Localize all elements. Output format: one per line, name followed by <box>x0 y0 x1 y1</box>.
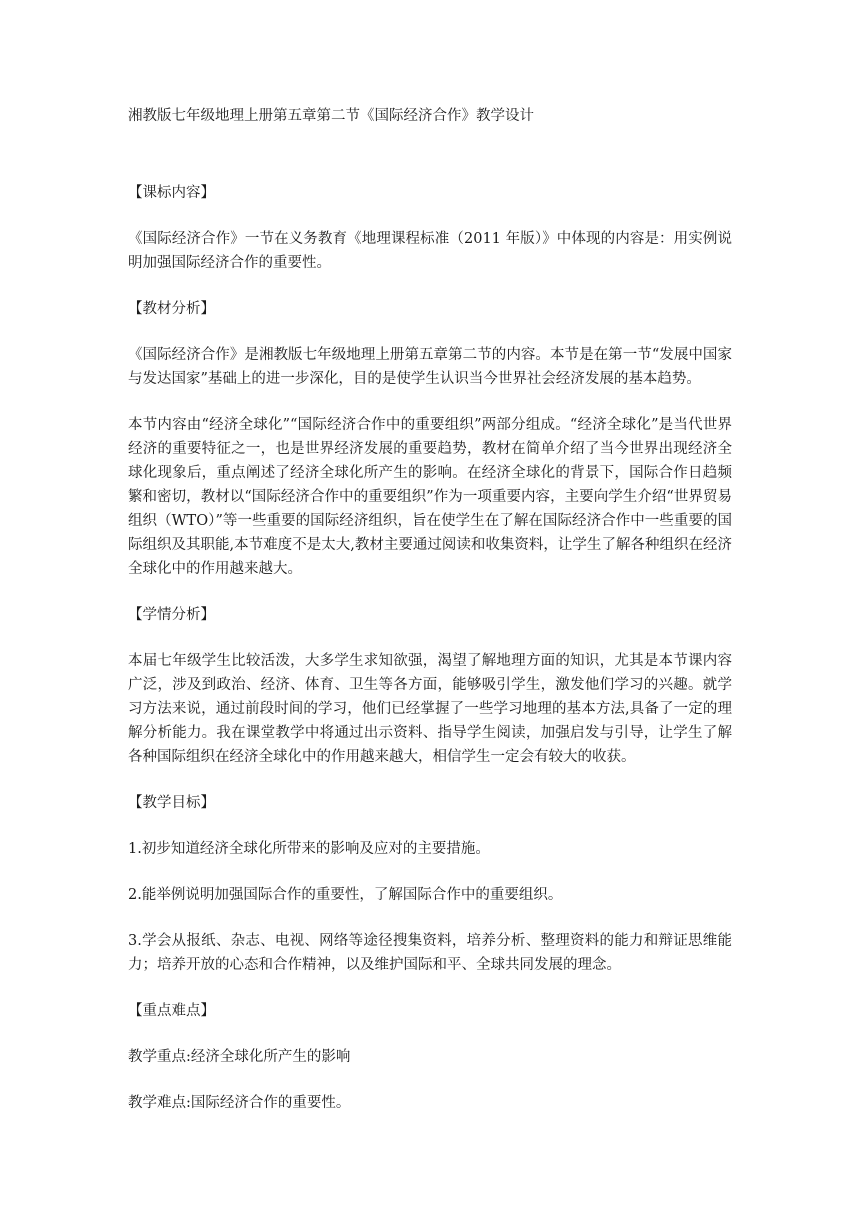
section-heading-textbook-analysis: 【教材分析】 <box>128 301 215 317</box>
section-heading-key-points: 【重点难点】 <box>128 1003 215 1019</box>
section-heading-student-analysis: 【学情分析】 <box>128 607 215 623</box>
section-heading-teaching-goals: 【教学目标】 <box>128 795 215 811</box>
paragraph: 《国际经济合作》一节在义务教育《地理课程标准（2011 年版）》中体现的内容是：用实例说明加强国际经济合作的重要性。 <box>128 231 732 271</box>
paragraph: 《国际经济合作》是湘教版七年级地理上册第五章第二节的内容。本节是在第一节“发展中国家与发达国家”基础上的进一步深化，目的是使学生认识当今世界社会经济发展的基本趋势。 <box>128 347 732 387</box>
key-point: 教学重点:经济全球化所产生的影响 <box>128 1049 351 1065</box>
section-key-points <box>128 999 732 1115</box>
section-textbook-analysis <box>128 297 732 581</box>
section-teaching-goals <box>128 791 732 977</box>
difficult-point: 教学难点:国际经济合作的重要性。 <box>128 1095 351 1111</box>
section-curriculum <box>128 181 732 275</box>
paragraph: 本届七年级学生比较活泼，大多学生求知欲强，渴望了解地理方面的知识，尤其是本节课内容广泛，涉及到政治、经济、体育、卫生等各方面，能够吸引学生，激发他们学习的兴趣。就学习方法来说，通过前段时间的学习，他们已经掌握了一些学习地理的基本方法,具备了一定的理解分析能力。我在课堂教学中将通过出示资料、指导学生阅读，加强启发与引导，让学生了解各种国际组织在经济全球化中的作用越来越大，相信学生一定会有较大的收获。 <box>128 653 732 765</box>
goal-item: 2.能举例说明加强国际合作的重要性，了解国际合作中的重要组织。 <box>128 887 563 903</box>
document-page <box>128 104 732 1137</box>
section-heading-curriculum: 【课标内容】 <box>128 185 215 201</box>
paragraph: 本节内容由“经济全球化”“国际经济合作中的重要组织”两部分组成。“经济全球化”是当代世界经济的重要特征之一，也是世界经济发展的重要趋势，教材在简单介绍了当今世界出现经济全球化现象后，重点阐述了经济全球化所产生的影响。在经济全球化的背景下，国际合作日趋频繁和密切，教材以“国际经济合作中的重要组织”作为一项重要内容，主要向学生介绍“世界贸易组织（WTO）”等一些重要的国际经济组织，旨在使学生在了解在国际经济合作中一些重要的国际组织及其职能,本节难度不是太大,教材主要通过阅读和收集资料，让学生了解各种组织在经济全球化中的作用越来越大。 <box>128 417 732 577</box>
section-student-analysis <box>128 603 732 769</box>
document-title: 湘教版七年级地理上册第五章第二节《国际经济合作》教学设计 <box>128 108 534 124</box>
goal-item: 3.学会从报纸、杂志、电视、网络等途径搜集资料，培养分析、整理资料的能力和辩证思维能力；培养开放的心态和合作精神，以及维护国际和平、全球共同发展的理念。 <box>128 933 732 973</box>
goal-item: 1.初步知道经济全球化所带来的影响及应对的主要措施。 <box>128 841 490 857</box>
